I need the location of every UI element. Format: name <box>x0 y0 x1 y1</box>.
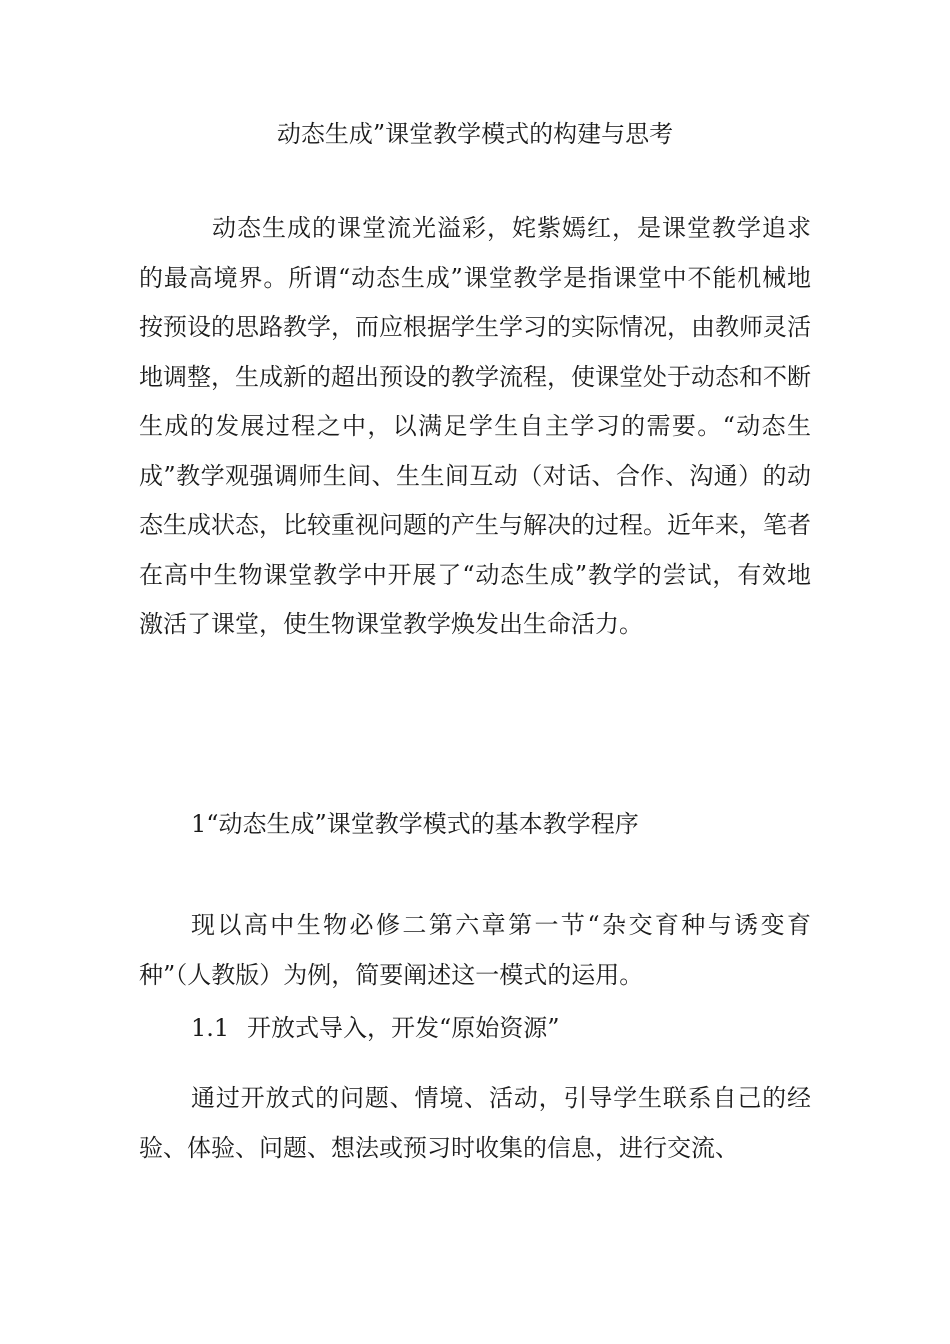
subsection-1-1-paragraph: 通过开放式的问题、情境、活动，引导学生联系自己的经验、体验、问题、想法或预习时收集的信息，进行交流、 <box>139 1084 811 1162</box>
section-1-paragraph: 现以高中生物必修二第六章第一节“杂交育种与诱变育种”（人教版）为例，简要阐述这一模式的运用。 <box>139 911 811 989</box>
document-title: 动态生成”课堂教学模式的构建与思考 <box>276 120 674 148</box>
intro-paragraph: 动态生成的课堂流光溢彩，姹紫嫣红，是课堂教学追求的最高境界。所谓“动态生成”课堂教学是指课堂中不能机械地按预设的思路教学，而应根据学生学习的实际情况，由教师灵活地调整，生成新的超出预设的教学流程，使课堂处于动态和不断生成的发展过程之中，以满足学生自主学习的需要。“动态生成”教学观强调师生间、生生间互动（对话、合作、沟通）的动态生成状态，比较重视问题的产生与解决的过程。近年来，笔者在高中生物课堂教学中开展了“动态生成”教学的尝试，有效地激活了课堂，使生物课堂教学焕发出生命活力。 <box>139 214 811 638</box>
subsection-title: 开放式导入，开发“原始资源” <box>247 1014 560 1042</box>
subsection-1-1-heading <box>191 1012 560 1044</box>
section-1-heading: 1“动态生成”课堂教学模式的基本教学程序 <box>191 810 639 838</box>
subsection-number: 1.1 <box>191 1014 230 1042</box>
